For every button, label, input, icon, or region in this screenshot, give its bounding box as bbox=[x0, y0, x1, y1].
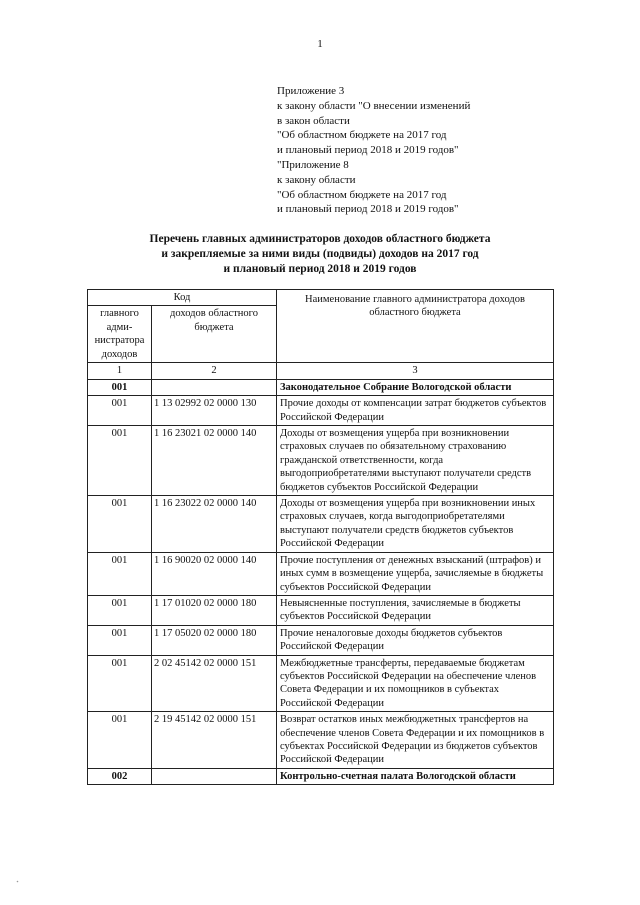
admin-code: 001 bbox=[88, 496, 152, 553]
title-line: Перечень главных администраторов доходов областного бюджета bbox=[149, 233, 491, 245]
appendix-line: Приложение 3 bbox=[277, 85, 345, 97]
table-row bbox=[88, 655, 554, 712]
income-name: Доходы от возмещения ущерба при возникновении иных страховых случаев, когда выгодоприобретателями выступают получатели средств бюджетов субъектов Российской Федерации bbox=[277, 496, 554, 553]
page-number: 1 bbox=[317, 38, 323, 50]
appendix-line: и плановый период 2018 и 2019 годов" bbox=[277, 203, 459, 216]
column-number-row bbox=[88, 363, 554, 379]
admin-code: 001 bbox=[88, 625, 152, 655]
table-row bbox=[88, 396, 554, 426]
income-name: Контрольно-счетная палата Вологодской области bbox=[277, 768, 554, 784]
income-code: 1 16 90020 02 0000 140 bbox=[152, 552, 277, 595]
scan-speck bbox=[16, 880, 19, 883]
admin-code: 001 bbox=[88, 396, 152, 426]
income-name: Межбюджетные трансферты, передаваемые бюджетам субъектов Российской Федерации на обеспечение членов Совета Федерации и их помощников в субъектах Российской Федерации bbox=[277, 655, 554, 712]
appendix-line: и плановый период 2018 и 2019 годов" bbox=[277, 144, 459, 157]
income-code: 1 17 01020 02 0000 180 bbox=[152, 595, 277, 625]
income-code-header: доходов областного бюджета bbox=[152, 306, 277, 363]
admin-code: 001 bbox=[88, 552, 152, 595]
income-code: 1 16 23022 02 0000 140 bbox=[152, 496, 277, 553]
admin-code: 001 bbox=[88, 595, 152, 625]
table-row bbox=[88, 552, 554, 595]
table-header-row bbox=[88, 290, 554, 306]
appendix-line: "Об областном бюджете на 2017 год bbox=[277, 129, 447, 142]
income-name: Прочие поступления от денежных взысканий (штрафов) и иных сумм в возмещение ущерба, зачисляемые в бюджеты субъектов Российской Федерации bbox=[277, 552, 554, 595]
income-name: Доходы от возмещения ущерба при возникновении страховых случаев по обязательному страхованию гражданской ответственности, когда выгодоприобретателями выступают получатели средств бюджетов субъектов Российской Федерации bbox=[277, 426, 554, 496]
admin-code: 001 bbox=[88, 426, 152, 496]
code-header: Код bbox=[88, 290, 277, 306]
income-code: 1 13 02992 02 0000 130 bbox=[152, 396, 277, 426]
admin-code-header: главного адми-нистратора доходов bbox=[88, 306, 152, 363]
table-row bbox=[88, 379, 554, 395]
income-code bbox=[152, 379, 277, 395]
table-row bbox=[88, 496, 554, 553]
income-name: Законодательное Собрание Вологодской области bbox=[277, 379, 554, 395]
appendix-line: в закон области bbox=[277, 114, 350, 127]
appendix-line: к закону области bbox=[277, 173, 356, 186]
column-number: 2 bbox=[152, 363, 277, 379]
title-line: и закрепляемые за ними виды (подвиды) доходов на 2017 год bbox=[161, 248, 479, 260]
income-code: 2 02 45142 02 0000 151 bbox=[152, 655, 277, 712]
appendix-line: "Об областном бюджете на 2017 год bbox=[277, 188, 447, 201]
income-name: Невыясненные поступления, зачисляемые в бюджеты субъектов Российской Федерации bbox=[277, 595, 554, 625]
income-code: 1 17 05020 02 0000 180 bbox=[152, 625, 277, 655]
table-row bbox=[88, 426, 554, 496]
revenue-administrators-table bbox=[87, 289, 554, 785]
admin-code: 001 bbox=[88, 379, 152, 395]
table-row bbox=[88, 595, 554, 625]
name-header: Наименование главного администратора доходов областного бюджета bbox=[277, 290, 554, 363]
appendix-line: "Приложение 8 bbox=[277, 158, 349, 171]
income-code bbox=[152, 768, 277, 784]
admin-code: 002 bbox=[88, 768, 152, 784]
table-row bbox=[88, 625, 554, 655]
table-row bbox=[88, 712, 554, 769]
document-title bbox=[60, 232, 580, 277]
column-number: 1 bbox=[88, 363, 152, 379]
column-number: 3 bbox=[277, 363, 554, 379]
title-line: и плановый период 2018 и 2019 годов bbox=[223, 263, 417, 275]
income-name: Прочие неналоговые доходы бюджетов субъектов Российской Федерации bbox=[277, 625, 554, 655]
table-row bbox=[88, 768, 554, 784]
income-name: Прочие доходы от компенсации затрат бюджетов субъектов Российской Федерации bbox=[277, 396, 554, 426]
appendix-header bbox=[277, 84, 470, 217]
admin-code: 001 bbox=[88, 655, 152, 712]
admin-code: 001 bbox=[88, 712, 152, 769]
income-code: 1 16 23021 02 0000 140 bbox=[152, 426, 277, 496]
appendix-line: к закону области "О внесении изменений bbox=[277, 99, 471, 112]
income-name: Возврат остатков иных межбюджетных трансфертов на обеспечение членов Совета Федерации и их помощников в субъектах Российской Федерации из бюджетов субъектов Российской Федерации bbox=[277, 712, 554, 769]
income-code: 2 19 45142 02 0000 151 bbox=[152, 712, 277, 769]
